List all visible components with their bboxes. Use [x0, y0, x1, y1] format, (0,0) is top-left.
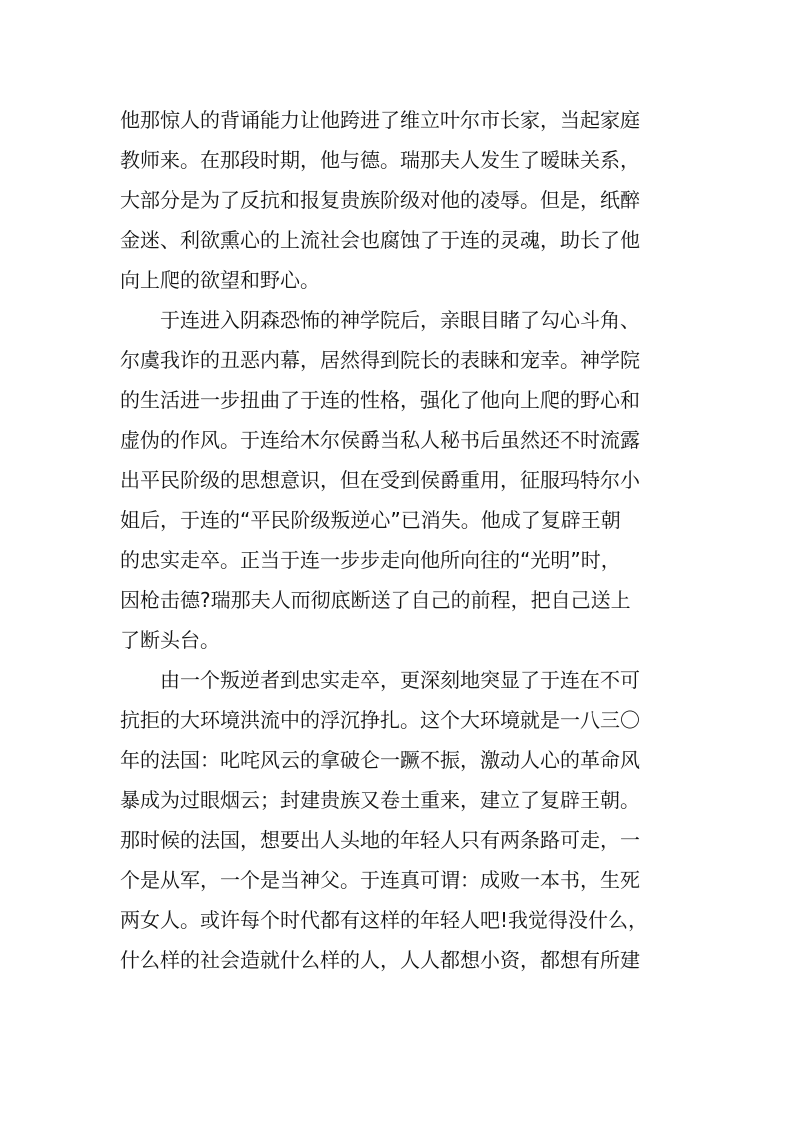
text-line: 由一个叛逆者到忠实走卒，更深刻地突显了于连在不可 — [160, 668, 640, 692]
text-line: 大部分是为了反抗和报复贵族阶级对他的凌辱。但是，纸醉 — [120, 188, 640, 212]
paragraph-1 — [120, 100, 680, 300]
text-line: 他那惊人的背诵能力让他跨进了维立叶尔市长家，当起家庭 — [120, 108, 640, 132]
paragraph-2 — [120, 300, 680, 660]
document-body — [120, 100, 680, 980]
text-line: 教师来。在那段时期，他与德。瑞那夫人发生了暧昧关系， — [120, 148, 640, 172]
text-line: 的生活进一步扭曲了于连的性格，强化了他向上爬的野心和 — [120, 388, 640, 412]
text-line: 因枪击德?瑞那夫人而彻底断送了自己的前程，把自己送上 — [120, 588, 631, 612]
text-line: 金迷、利欲熏心的上流社会也腐蚀了于连的灵魂，助长了他 — [120, 228, 640, 252]
text-line: 了断头台。 — [120, 628, 220, 652]
text-line: 尔虞我诈的丑恶内幕，居然得到院长的表睐和宠幸。神学院 — [120, 348, 640, 372]
paragraph-3 — [120, 660, 680, 980]
text-line: 于连进入阴森恐怖的神学院后，亲眼目睹了勾心斗角、 — [160, 308, 640, 332]
text-line: 两女人。或许每个时代都有这样的年轻人吧!我觉得没什么， — [120, 908, 649, 932]
text-line: 那时候的法国，想要出人头地的年轻人只有两条路可走，一 — [120, 828, 640, 852]
text-line: 向上爬的欲望和野心。 — [120, 268, 320, 292]
text-line: 抗拒的大环境洪流中的浮沉挣扎。这个大环境就是一八三〇 — [120, 708, 640, 732]
text-line: 个是从军，一个是当神父。于连真可谓：成败一本书，生死 — [120, 868, 640, 892]
text-line: 虚伪的作风。于连给木尔侯爵当私人秘书后虽然还不时流露 — [120, 428, 640, 452]
text-line: 姐后，于连的“平民阶级叛逆心”已消失。他成了复辟王朝 — [120, 508, 621, 532]
text-line: 暴成为过眼烟云；封建贵族又卷土重来，建立了复辟王朝。 — [120, 788, 640, 812]
text-line: 出平民阶级的思想意识，但在受到侯爵重用，征服玛特尔小 — [120, 468, 640, 492]
text-line: 什么样的社会造就什么样的人，人人都想小资，都想有所建 — [120, 948, 640, 972]
text-line: 年的法国：叱咤风云的拿破仑一蹶不振，激动人心的革命风 — [120, 748, 640, 772]
text-line: 的忠实走卒。正当于连一步步走向他所向往的“光明”时， — [120, 548, 621, 572]
